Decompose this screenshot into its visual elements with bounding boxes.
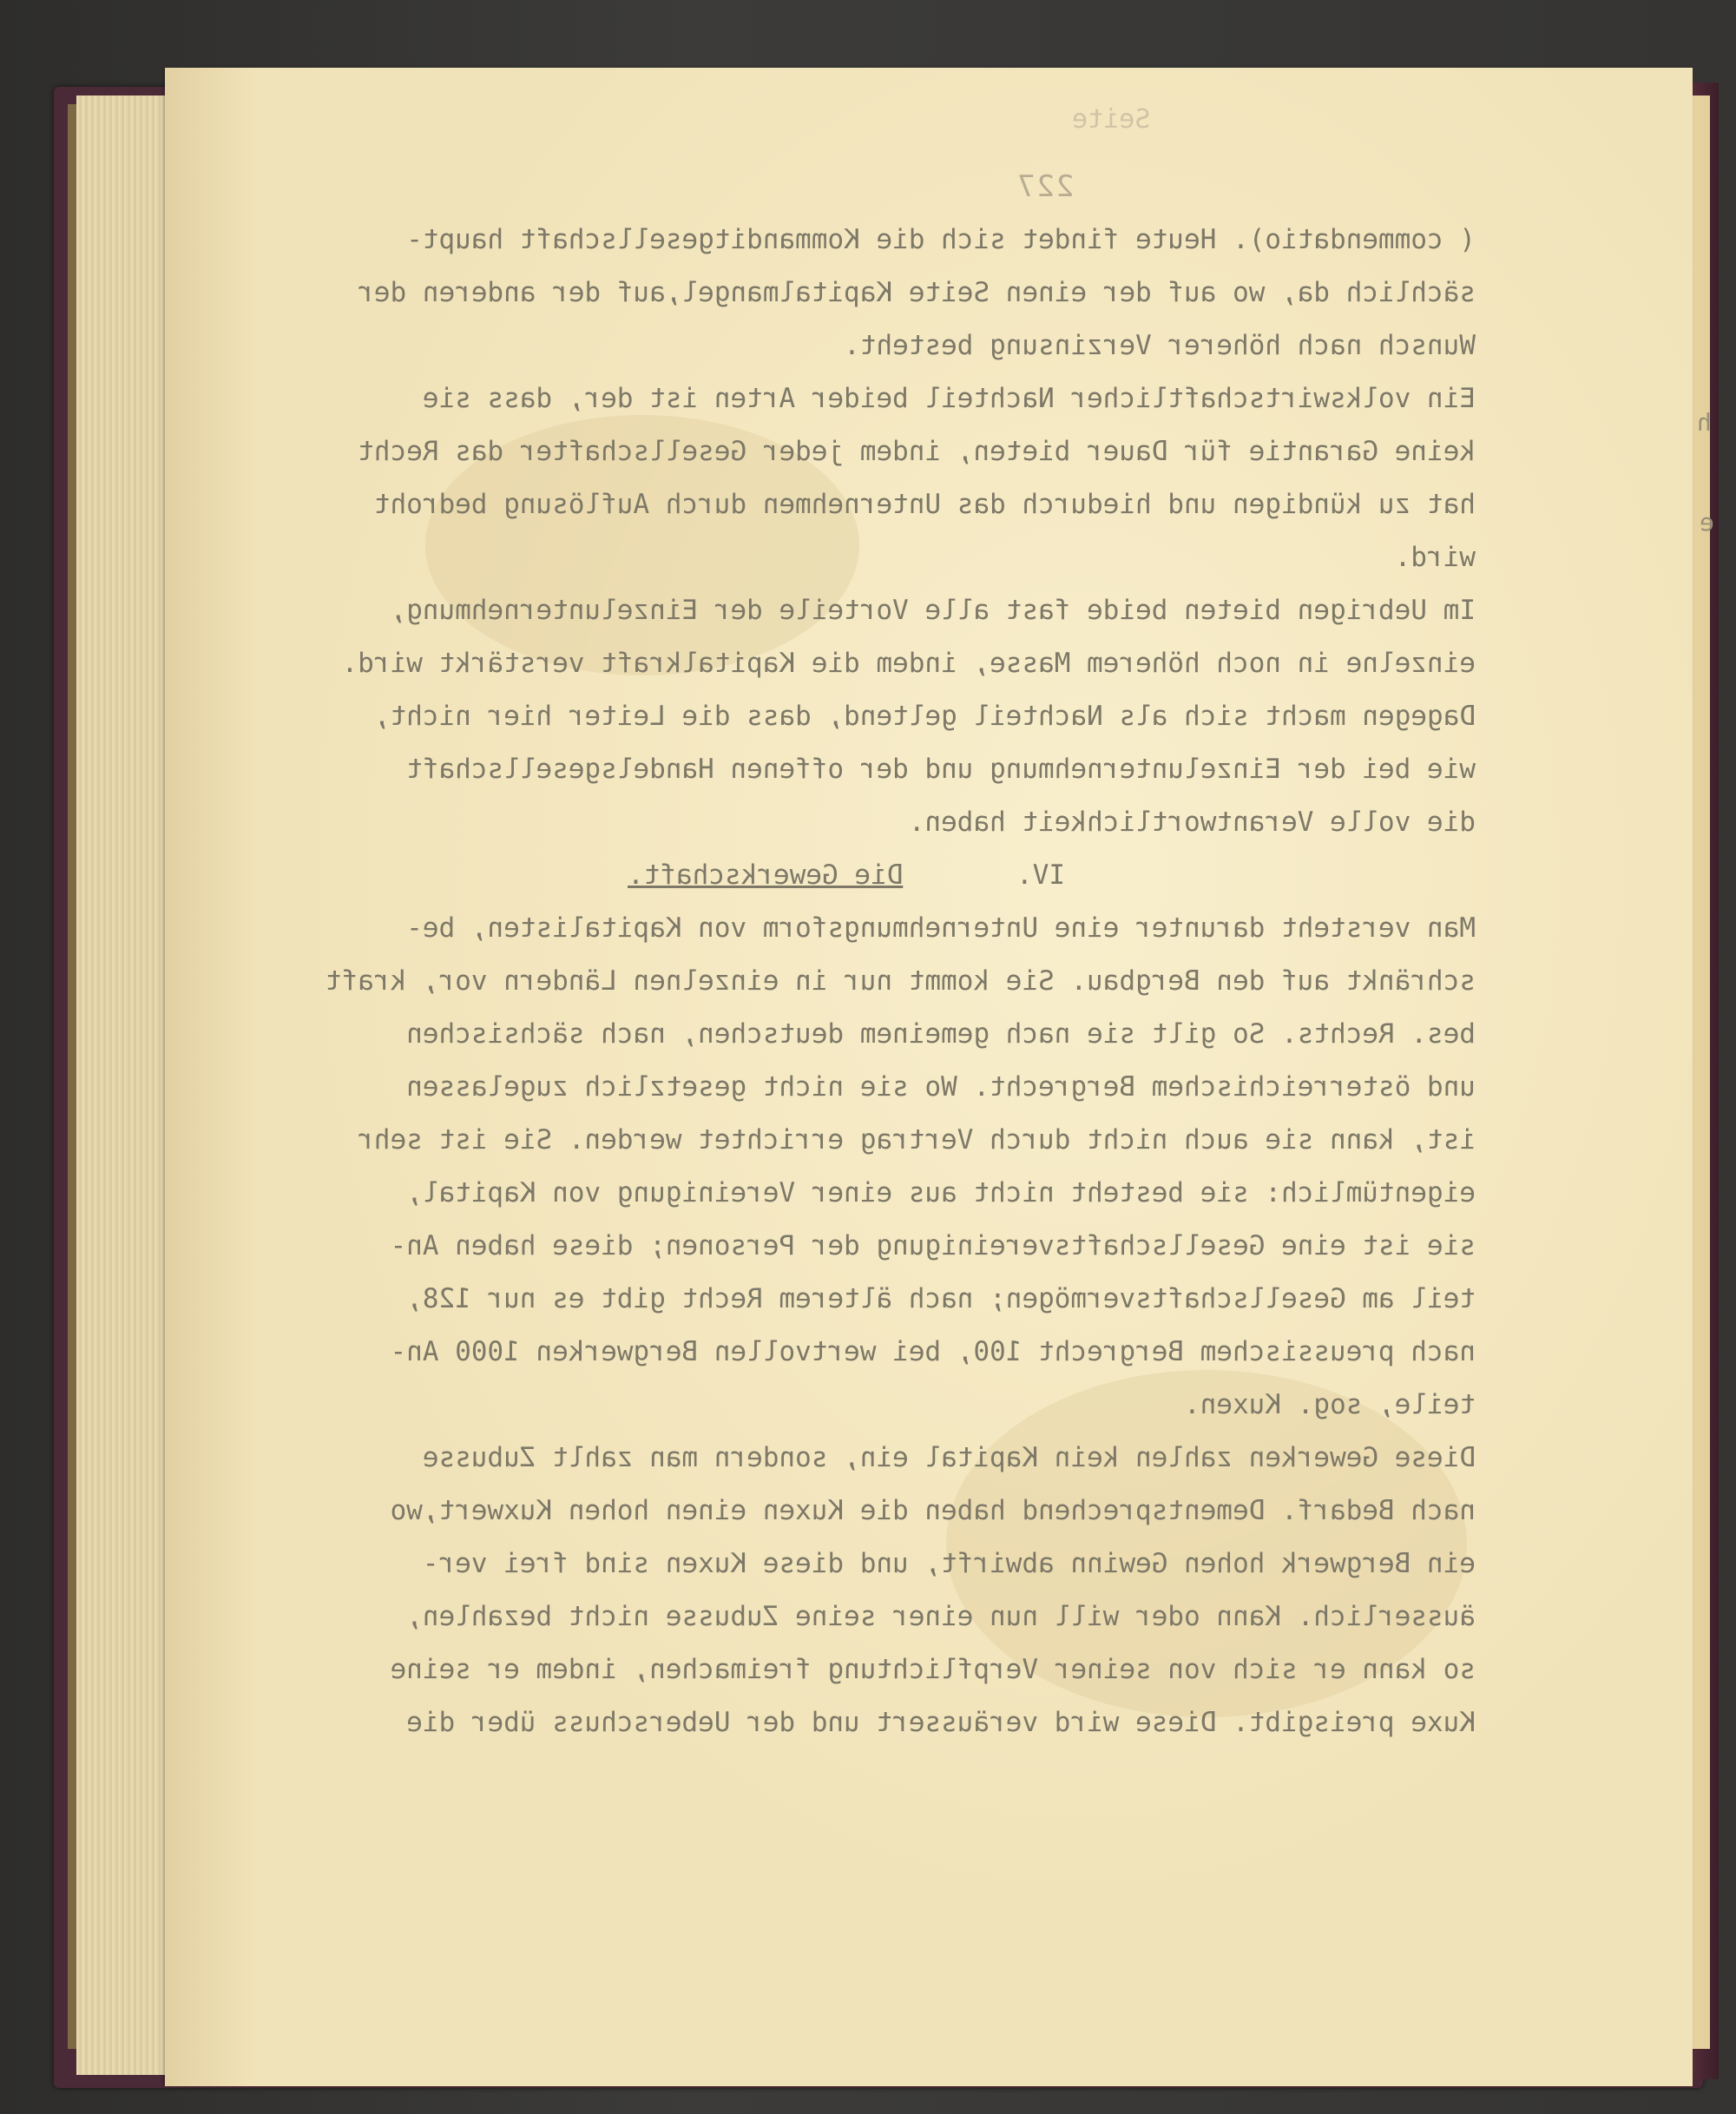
text-line: teile, sog. Kuxen. [1184,1389,1476,1420]
text-line: sächlich da, wo auf der einen Seite Kapitalmangel,auf der anderen der [358,277,1476,308]
text-line: eigentümlich: sie besteht nicht aus einer Vereinigung von Kapital, [406,1177,1476,1208]
text-line: so kann er sich von seiner Verpflichtung freimachen, indem er seine [390,1654,1476,1685]
text-line: sie ist eine Gesellschaftsvereinigung der Personen; diese haben An- [390,1230,1476,1261]
text-line: wird. [1394,542,1476,573]
text-line: Man versteht darunter eine Unternehmungsform von Kapitalisten, be- [406,912,1476,944]
text-line: wie bei der Einzelunternehmung und der offenen Handelsgesellschaft [406,754,1476,785]
text-line: Im Uebrigen bieten beide fast alle Vorteile der Einzelunternehmung, [390,595,1476,626]
section-heading [217,849,1476,902]
margin-mark: e [1700,508,1714,537]
text-line: Kuxe preisgibt. Diese wird veräussert und der Ueberschuss über die [406,1707,1476,1738]
text-line: einzelne in noch höherem Masse, indem die Kapitalkraft verstärkt wird. [341,648,1476,679]
text-line: und österreichischem Bergrecht. Wo sie nicht gesetzlich zugelassen [406,1071,1476,1103]
text-line: die volle Verantwortlichkeit haben. [908,807,1476,838]
text-line: nach Bedarf. Dementsprechend haben die Kuxen einen hohen Kuxwert,wo [390,1495,1476,1526]
mirrored-text-block [217,214,1476,1749]
text-line: ist, kann sie auch nicht durch Vertrag errichtet werden. Sie ist sehr [358,1124,1476,1156]
text-line: Dagegen macht sich als Nachteil geltend, dass die Leiter hier nicht, [373,701,1476,732]
text-line: ein Bergwerk hohen Gewinn abwirft, und diese Kuxen sind frei ver- [422,1548,1476,1579]
page-top-mark: Seite [1072,104,1151,135]
text-line: teil am Gesellschaftsvermögen; nach älterem Recht gibt es nur 128, [406,1283,1476,1314]
text-line: ( commendatio). Heute findet sich die Kommanditgesellschaft haupt- [406,224,1476,255]
text-line: Ein volkswirtschaftlicher Nachteil beider Arten ist der, dass sie [422,383,1476,414]
section-title: Die Gewerkschaft. [628,859,904,891]
text-line: Diese Gewerken zahlen kein Kapital ein, sondern man zahlt Zubusse [422,1442,1476,1473]
text-line: hat zu kündigen und hiedurch das Unternehmen durch Auflösung bedroht [373,489,1476,520]
page-number: 227 [1016,169,1075,204]
text-line: schränkt auf den Bergbau. Sie kommt nur in einzelnen Ländern vor, kraft [325,965,1476,997]
text-line: keine Garantie für Dauer bieten, indem jeder Gesellschafter das Recht [358,436,1476,467]
text-line: Wunsch nach höherer Verzinsung besteht. [844,330,1476,361]
section-numeral: IV. [1016,859,1065,891]
text-line: äusserlich. Kann oder will nun einer seine Zubusse nicht bezahlen, [406,1601,1476,1632]
margin-mark: h [1697,408,1712,437]
text-line: nach preussischem Bergrecht 100, bei wertvollen Bergwerken 1000 An- [390,1336,1476,1367]
text-line: bes. Rechts. So gilt sie nach gemeinem deutschen, nach sächsischen [406,1018,1476,1050]
